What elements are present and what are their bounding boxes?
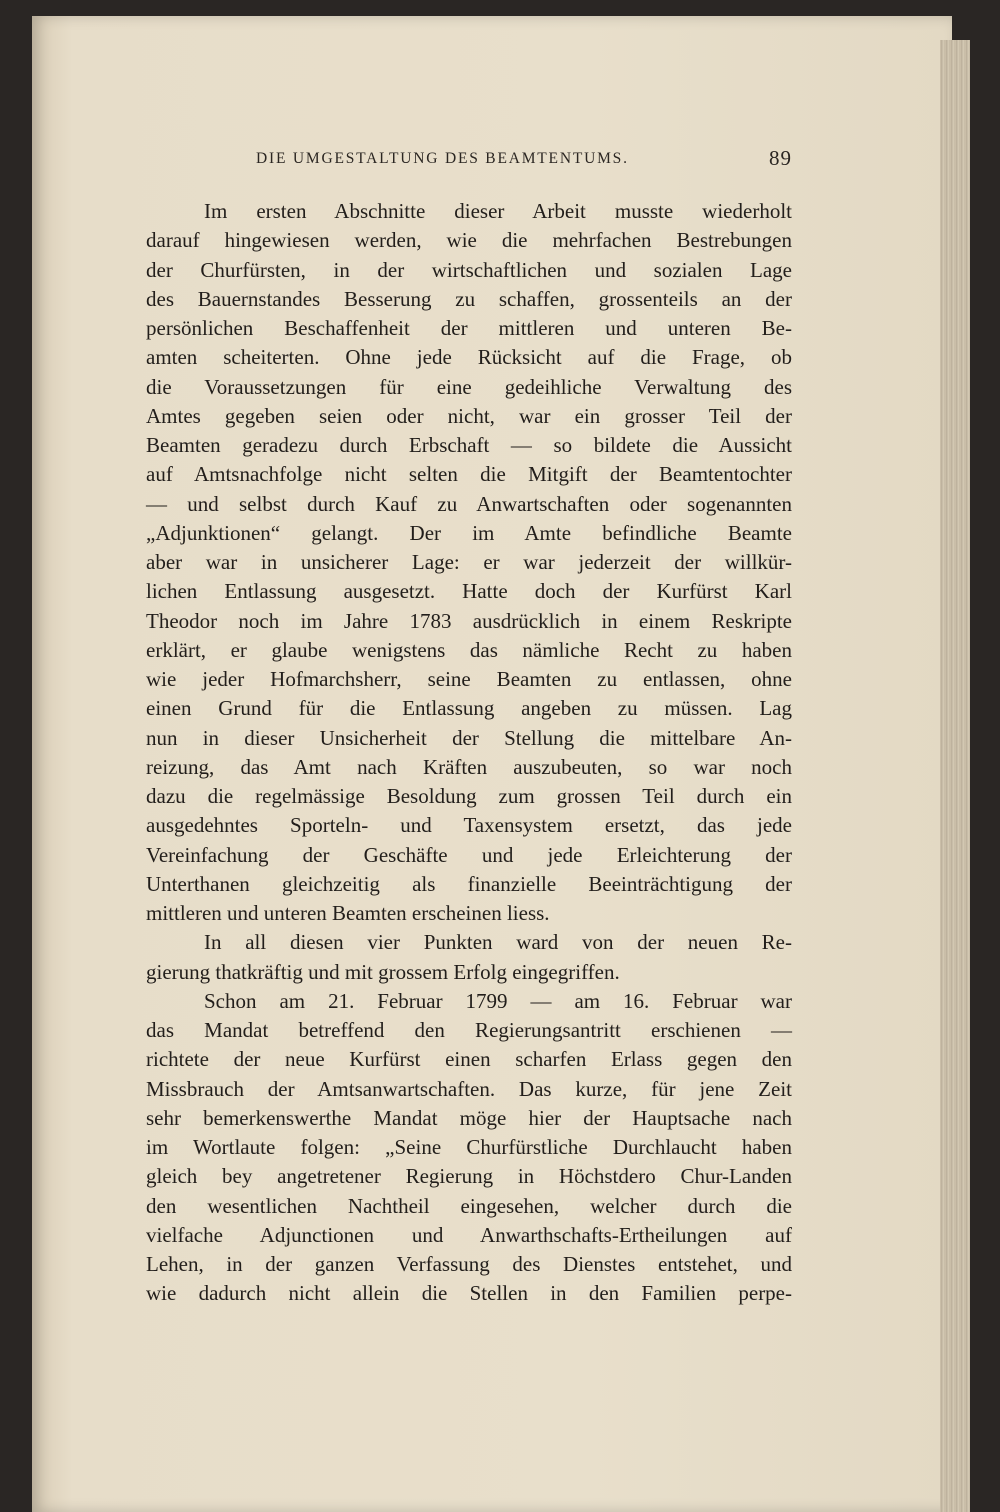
text-line: reizung, das Amt nach Kräften auszubeuten, so war noch [146, 754, 792, 779]
text-line: des Bauernstandes Besserung zu schaffen, grossenteils an der [146, 286, 792, 311]
text-line: das Mandat betreffend den Regierungsantritt erschienen — [146, 1018, 792, 1042]
text-line: Amtes gegeben seien oder nicht, war ein grosser Teil der [146, 403, 792, 428]
page-header [256, 146, 792, 176]
running-head: DIE UMGESTALTUNG DES BEAMTENTUMS. [256, 150, 629, 167]
text-line: lichen Entlassung ausgesetzt. Hatte doch der Kurfürst Karl [146, 579, 792, 604]
text-line: vielfache Adjunctionen und Anwarthschafts-Ertheilungen auf [146, 1222, 792, 1247]
text-line: nun in dieser Unsicherheit der Stellung die mittelbare An- [146, 725, 792, 750]
text-line: Vereinfachung der Geschäfte und jede Erleichterung der [146, 842, 792, 867]
page-number: 89 [769, 146, 792, 170]
text-line: aber war in unsicherer Lage: er war jederzeit der willkür- [146, 550, 792, 574]
text-line: Unterthanen gleichzeitig als finanzielle Beeinträchtigung der [146, 871, 792, 896]
text-line: gleich bey angetretener Regierung in Höchstdero Chur-Landen [146, 1164, 792, 1189]
text-line: wie dadurch nicht allein die Stellen in den Familien perpe- [146, 1281, 792, 1306]
body-text [146, 197, 792, 1309]
text-line: persönlichen Beschaffenheit der mittleren und unteren Be- [146, 316, 792, 340]
text-line: dazu die regelmässige Besoldung zum grossen Teil durch ein [146, 784, 792, 808]
text-line: im Wortlaute folgen: „Seine Churfürstliche Durchlaucht haben [146, 1135, 792, 1159]
text-line: Missbrauch der Amtsanwartschaften. Das kurze, für jene Zeit [146, 1076, 792, 1101]
text-line: mittleren und unteren Beamten erscheinen liess. [146, 901, 550, 925]
text-line: der Churfürsten, in der wirtschaftlichen und sozialen Lage [146, 257, 792, 282]
text-line: sehr bemerkenswerthe Mandat möge hier der Hauptsache nach [146, 1105, 792, 1130]
text-line: den wesentlichen Nachtheil eingesehen, welcher durch die [146, 1193, 792, 1218]
text-line: auf Amtsnachfolge nicht selten die Mitgift der Beamtentochter [146, 462, 792, 487]
text-line: — und selbst durch Kauf zu Anwartschaften oder sogenannten [146, 491, 792, 516]
text-line: Beamten geradezu durch Erbschaft — so bildete die Aussicht [146, 433, 792, 457]
text-line: erklärt, er glaube wenigstens das nämliche Recht zu haben [146, 637, 792, 662]
text-line: amten scheiterten. Ohne jede Rücksicht auf die Frage, ob [146, 345, 792, 370]
text-line: Schon am 21. Februar 1799 — am 16. Februar war [204, 988, 792, 1013]
text-line: einen Grund für die Entlassung angeben zu müssen. Lag [146, 696, 792, 721]
text-line: „Adjunktionen“ gelangt. Der im Amte befindliche Beamte [146, 520, 792, 545]
text-line: Im ersten Abschnitte dieser Arbeit musste wiederholt [204, 199, 792, 223]
text-line: In all diesen vier Punkten ward von der neuen Re- [204, 930, 792, 955]
text-line: Theodor noch im Jahre 1783 ausdrücklich in einem Reskripte [146, 608, 792, 633]
text-line: die Voraussetzungen für eine gedeihliche Verwaltung des [146, 374, 792, 399]
text-line: richtete der neue Kurfürst einen scharfen Erlass gegen den [146, 1047, 792, 1072]
text-line: ausgedehntes Sporteln- und Taxensystem ersetzt, das jede [146, 813, 792, 838]
text-line: wie jeder Hofmarchsherr, seine Beamten zu entlassen, ohne [146, 667, 792, 691]
text-line: Lehen, in der ganzen Verfassung des Dienstes entstehet, und [146, 1252, 792, 1276]
text-line: darauf hingewiesen werden, wie die mehrfachen Bestrebungen [146, 228, 792, 253]
text-line: gierung thatkräftig und mit grossem Erfolg eingegriffen. [146, 959, 620, 984]
page-edge [940, 40, 970, 1512]
